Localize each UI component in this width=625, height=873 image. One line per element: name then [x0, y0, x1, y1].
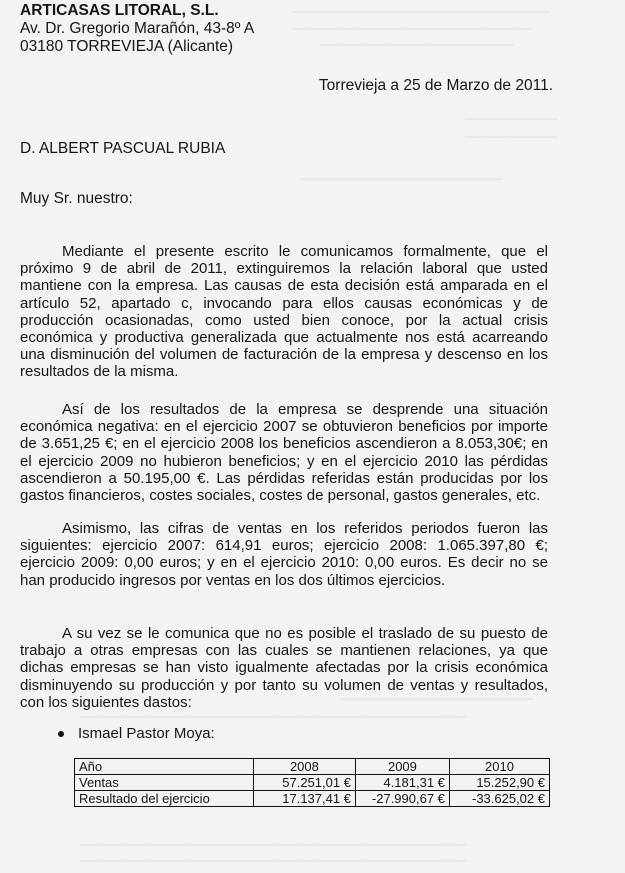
recipient-name: D. ALBERT PASCUAL RUBIA: [20, 140, 226, 157]
table-cell: 15.252,90 €: [449, 775, 549, 791]
bleed-through-1: ────────────────────────────: [292, 4, 550, 19]
address-line-2: 03180 TORREVIEJA (Alicante): [20, 38, 234, 55]
table-cell: 17.137,41 €: [253, 791, 355, 807]
bleed-through-2: ──────────────────────────: [292, 21, 532, 36]
table-cell: 2009: [355, 759, 449, 775]
table-cell: 57.251,01 €: [253, 775, 355, 791]
table-cell: Resultado del ejercicio: [75, 791, 254, 807]
table-cell: -33.625,02 €: [449, 791, 549, 807]
bleed-through-7: ─────────────────────: [340, 691, 534, 706]
bleed-through-10: ──────────────────────────────────────────: [80, 853, 467, 868]
bleed-through-3: ─────────────────────: [320, 37, 514, 52]
bleed-through-8: ──────────────────────────────────────────: [80, 709, 467, 724]
table-cell: 4.181,31 €: [355, 775, 449, 791]
bullet-icon: [58, 731, 64, 737]
bleed-through-4: ──────────: [465, 111, 558, 126]
bullet-item: [58, 725, 215, 742]
company-name: ARTICASAS LITORAL, S.L.: [20, 2, 219, 19]
financial-table: [74, 758, 550, 807]
bullet-label: Ismael Pastor Moya:: [78, 725, 215, 742]
paragraph-results: Así de los resultados de la empresa se desprende una situación económica negativa: en el ejercicio 2007 se obtuvieron beneficios por importe de 3.651,25 €; en el ejercicio 2008 los beneficios ascendieron a 8.053,30€; en el ejercicio 2009 no hubieron beneficios; y en el ejercicio 2010 las pérdidas ascendieron a 50.195,00 €. Las pérdidas referidas están producidas por los gastos financieros, costes sociales, costes de personal, gastos generales, etc.: [20, 401, 548, 505]
letterhead: [20, 2, 254, 56]
bleed-through-9: ──────────────────────────────────────────: [80, 837, 467, 852]
paragraph-sales: Asimismo, las cifras de ventas en los referidos periodos fueron las siguientes: ejercicio 2007: 614,91 euros; ejercicio 2008: 1.065.397,80 €; ejercicio 2009: 0,00 euros; y en el ejercicio 2010: 0,00 euros. Es decir no se han producido ingresos por ventas en los dos últimos ejercicios.: [20, 520, 548, 589]
address-line-1: Av. Dr. Gregorio Marañón, 43-8º A: [20, 20, 255, 37]
bleed-through-5: ──────────: [465, 129, 558, 144]
paragraph-transfer: A su vez se le comunica que no es posible el traslado de su puesto de trabajo a otras empresas con las cuales se mantienen relaciones, ya que dichas empresas se han visto igualmente afectadas por la crisis económica disminuyendo su producción y por tanto su volumen de ventas y resultados, con los siguientes dastos:: [20, 625, 548, 711]
paragraph-dismissal: Mediante el presente escrito le comunicamos formalmente, que el próximo 9 de abril de 2011, extinguiremos la relación laboral que usted mantiene con la empresa. Las causas de esta decisión está amparada en el artículo 52, apartado c, invocando para ellos causas económicas y de producción ocasionadas, como usted bien conoce, por la actual crisis económica y productiva generalizada que actualmente nos está acarreando una disminución del volumen de facturación de la empresa y descenso en los resultados de la misma.: [20, 243, 548, 381]
table-row: [75, 775, 550, 791]
table-cell: 2008: [253, 759, 355, 775]
table-cell: Ventas: [75, 775, 254, 791]
table-cell: -27.990,67 €: [355, 791, 449, 807]
table-header-row: [75, 759, 550, 775]
table-cell: 2010: [449, 759, 549, 775]
salutation: Muy Sr. nuestro:: [20, 190, 133, 207]
letter-date: Torrevieja a 25 de Marzo de 2011.: [318, 77, 553, 94]
bleed-through-6: ──────────────────────: [300, 171, 503, 186]
table-cell: Año: [75, 759, 254, 775]
table-row: [75, 791, 550, 807]
